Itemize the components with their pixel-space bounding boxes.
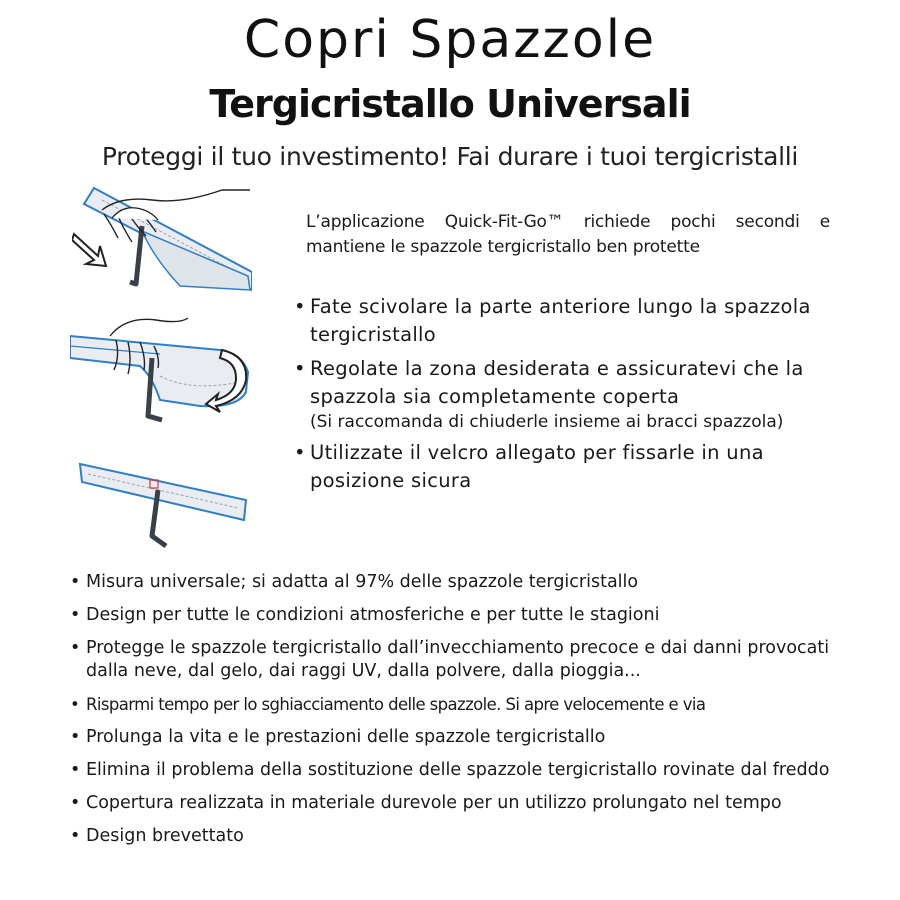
feature-item: • Risparmi tempo per lo sghiacciamento delle spazzole. Si apre velocemente e via bbox=[86, 693, 856, 716]
feature-item: • Prolunga la vita e le prestazioni delle spazzole tergicristallo bbox=[86, 726, 856, 749]
intro-text: L’applicazione Quick-Fit-Go™ richiede pochi secondi e mantiene le spazzole tergicristallo ben protette bbox=[306, 212, 830, 257]
step-item bbox=[310, 293, 850, 349]
covered-wiper-illustration bbox=[78, 456, 248, 551]
feature-item: • Design per tutte le condizioni atmosferiche e per tutte le stagioni bbox=[86, 604, 856, 627]
feature-item: • Elimina il problema della sostituzione delle spazzole tergicristallo rovinate dal freddo bbox=[86, 759, 856, 782]
feature-item: • Protegge le spazzole tergicristallo dall’invecchiamento precoce e dai danni provocati dalla neve, dal gelo, dai raggi UV, dalla polvere, dalla pioggia... bbox=[86, 637, 856, 683]
hand-adjust-cover-illustration bbox=[70, 316, 255, 426]
title-line-1: Copri Spazzole bbox=[243, 10, 657, 70]
step-item bbox=[310, 355, 850, 433]
title-line-2: Tergicristallo Universali bbox=[209, 82, 691, 126]
step-item bbox=[310, 439, 850, 495]
tagline: Proteggi il tuo investimento! Fai durare i tuoi tergicristalli bbox=[101, 142, 799, 171]
feature-item: • Misura universale; si adatta al 97% delle spazzole tergicristallo bbox=[86, 571, 856, 594]
step-text: Regolate la zona desiderata e assicuratevi che la spazzola sia completamente coperta bbox=[310, 357, 804, 408]
hand-slide-cover-illustration bbox=[72, 186, 252, 294]
application-steps bbox=[310, 293, 850, 501]
feature-list bbox=[86, 571, 856, 858]
step-text: Utilizzate il velcro allegato per fissarle in una posizione sicura bbox=[310, 441, 764, 492]
feature-item: • Copertura realizzata in materiale durevole per un utilizzo prolungato nel tempo bbox=[86, 792, 856, 815]
step-note: (Si raccomanda di chiuderle insieme ai bracci spazzola) bbox=[310, 412, 784, 432]
feature-item: • Design brevettato bbox=[86, 825, 856, 848]
step-text: Fate scivolare la parte anteriore lungo la spazzola tergicristallo bbox=[310, 295, 811, 346]
